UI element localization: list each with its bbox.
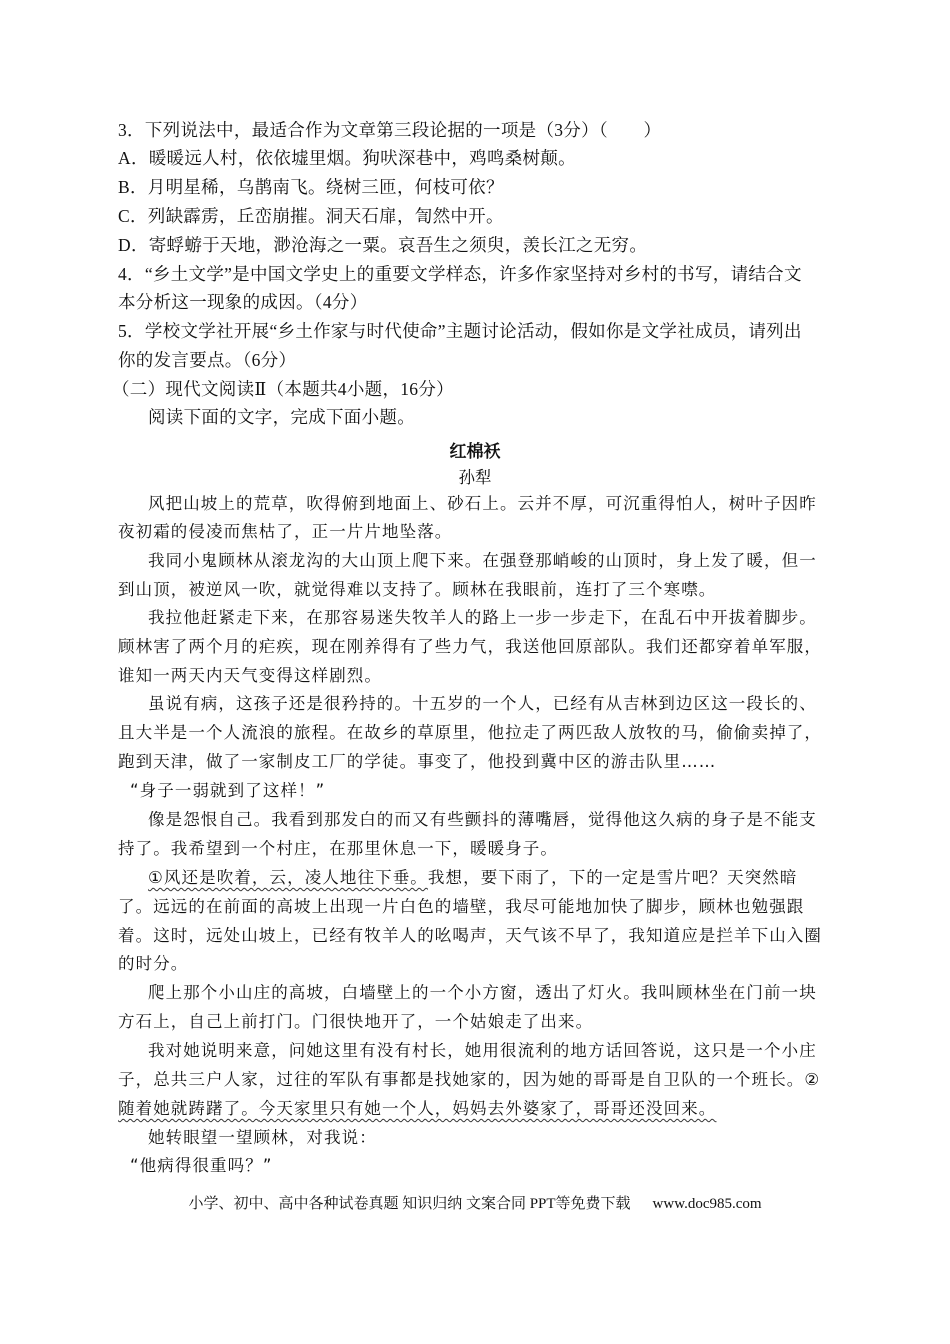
paragraph-9-line-1: 我对她说明来意，问她这里有没有村长，她用很流利的地方话回答说，这只是一个小庄: [148, 1041, 817, 1060]
paragraph-2-line-1: 我同小鬼顾林从滚龙沟的大山顶上爬下来。在强登那峭峻的山顶时，身上发了暖，但一: [148, 551, 817, 570]
paragraph-10: 她转眼望一望顾林，对我说：: [148, 1128, 377, 1147]
paragraph-5-quote: “身子一弱就到了这样！”: [130, 781, 326, 800]
paragraph-8-line-2: 方石上，自己上前打门。门很快地开了，一个姑娘走了出来。: [118, 1012, 594, 1031]
page-footer: [0, 1192, 950, 1213]
question-3-option-d: D．寄蜉蝣于天地，渺沧海之一粟。哀吾生之须臾，羡长江之无穷。: [118, 235, 648, 255]
question-3: 3．下列说法中，最适合作为文章第三段论据的一项是（3分）（ ）: [118, 120, 662, 140]
paragraph-2-line-2: 到山顶，被逆风一吹，就觉得难以支持了。顾林在我眼前，连打了三个寒噤。: [118, 580, 717, 599]
paragraph-9-line-2: 子，总共三户人家，过往的军队有事都是找她家的，因为她的哥哥是自卫队的一个班长。②: [118, 1070, 821, 1089]
marked-sentence-2: 随着她就踌躇了。: [118, 1099, 259, 1118]
question-5-line-1: 5．学校文学社开展“乡土作家与时代使命”主题讨论活动，假如你是文学社成员，请列出: [118, 321, 802, 341]
paragraph-4-line-2: 且大半是一个人流浪的旅程。在故乡的草原里，他拉走了两匹敌人放牧的马，偷偷卖掉了，: [118, 723, 822, 742]
paragraph-8-line-1: 爬上那个小山庄的高坡，白墙壁上的一个小方窗，透出了灯火。我叫顾林坐在门前一块: [148, 983, 817, 1002]
paragraph-7-line-1-rest: 我想，要下雨了，下的一定是雪片吧？天突然暗: [427, 868, 798, 887]
question-4-line-2: 本分析这一现象的成因。（4分）: [118, 292, 368, 312]
question-3-option-b: B．月明星稀，乌鹊南飞。绕树三匝，何枝可依？: [118, 177, 504, 197]
question-3-option-c: C．列缺霹雳，丘峦崩摧。洞天石扉，訇然中开。: [118, 206, 504, 226]
footer-website-link[interactable]: www.doc985.com: [652, 1196, 762, 1212]
paragraph-7-line-1: [148, 866, 888, 890]
article-title: 红棉袄: [449, 442, 501, 462]
marked-sentence-1: ①风还是吹着，云，凌人地往下垂。: [148, 868, 428, 887]
paragraph-1-line-2: 夜初霜的侵凌而焦枯了，正一片片地坠落。: [118, 522, 453, 541]
paragraph-6-line-1: 像是怨恨自己。我看到那发白的而又有些颤抖的薄嘴唇，觉得他这久病的身子是不能支: [148, 810, 817, 829]
paragraph-4-line-1: 虽说有病，这孩子还是很矜持的。十五岁的一个人，已经有从吉林到边区这一段长的、: [148, 694, 817, 713]
footer-promo-text: 小学、初中、高中各种试卷真题 知识归纳 文案合同 PPT等免费下载: [188, 1196, 631, 1212]
paragraph-7-line-2: 了。远远的在前面的高坡上出现一片白色的墙壁，我尽可能地加快了脚步，顾林也勉强跟: [118, 897, 805, 916]
paragraph-9-line-3: [118, 1097, 858, 1121]
paragraph-1-line-1: 风把山坡上的荒草，吹得俯到地面上、砂石上。云并不厚，可沉重得怕人，树叶子因昨: [148, 494, 817, 513]
article-author: 孙犁: [458, 468, 492, 487]
paragraph-9-line-3-rest: 今天家里只有她一个人，妈妈去外婆家了，哥哥还没回来。: [258, 1099, 717, 1118]
question-3-option-a: A．暖暖远人村，依依墟里烟。狗吠深巷中，鸡鸣桑树颠。: [118, 148, 576, 168]
paragraph-3-line-3: 谁知一两天内天气变得这样剧烈。: [118, 666, 382, 685]
question-4-line-1: 4．“乡土文学”是中国文学史上的重要文学样态，许多作家坚持对乡村的书写，请结合文: [118, 264, 802, 284]
reading-instruction: 阅读下面的文字，完成下面小题。: [148, 407, 415, 427]
paragraph-11-quote: “他病得很重吗？”: [130, 1156, 273, 1175]
paragraph-7-line-3: 着。这时，远处山坡上，已经有牧羊人的吆喝声，天气该不早了，我知道应是拦羊下山入圈: [118, 926, 822, 945]
paragraph-4-line-3: 跑到天津，做了一家制皮工厂的学徒。事变了，他投到冀中区的游击队里……: [118, 752, 717, 771]
section-heading: （二）现代文阅读Ⅱ（本题共4小题，16分）: [112, 379, 454, 399]
paragraph-6-line-2: 持了。我希望到一个村庄，在那里休息一下，暖暖身子。: [118, 839, 558, 858]
paragraph-3-line-1: 我拉他赶紧走下来，在那容易迷失牧羊人的路上一步一步走下，在乱石中开拔着脚步。: [148, 608, 817, 627]
question-5-line-2: 你的发言要点。（6分）: [118, 350, 297, 370]
paragraph-3-line-2: 顾林害了两个月的疟疾，现在刚养得有了些力气，我送他回原部队。我们还都穿着单军服，: [118, 637, 822, 656]
paragraph-7-line-4: 的时分。: [118, 954, 189, 973]
